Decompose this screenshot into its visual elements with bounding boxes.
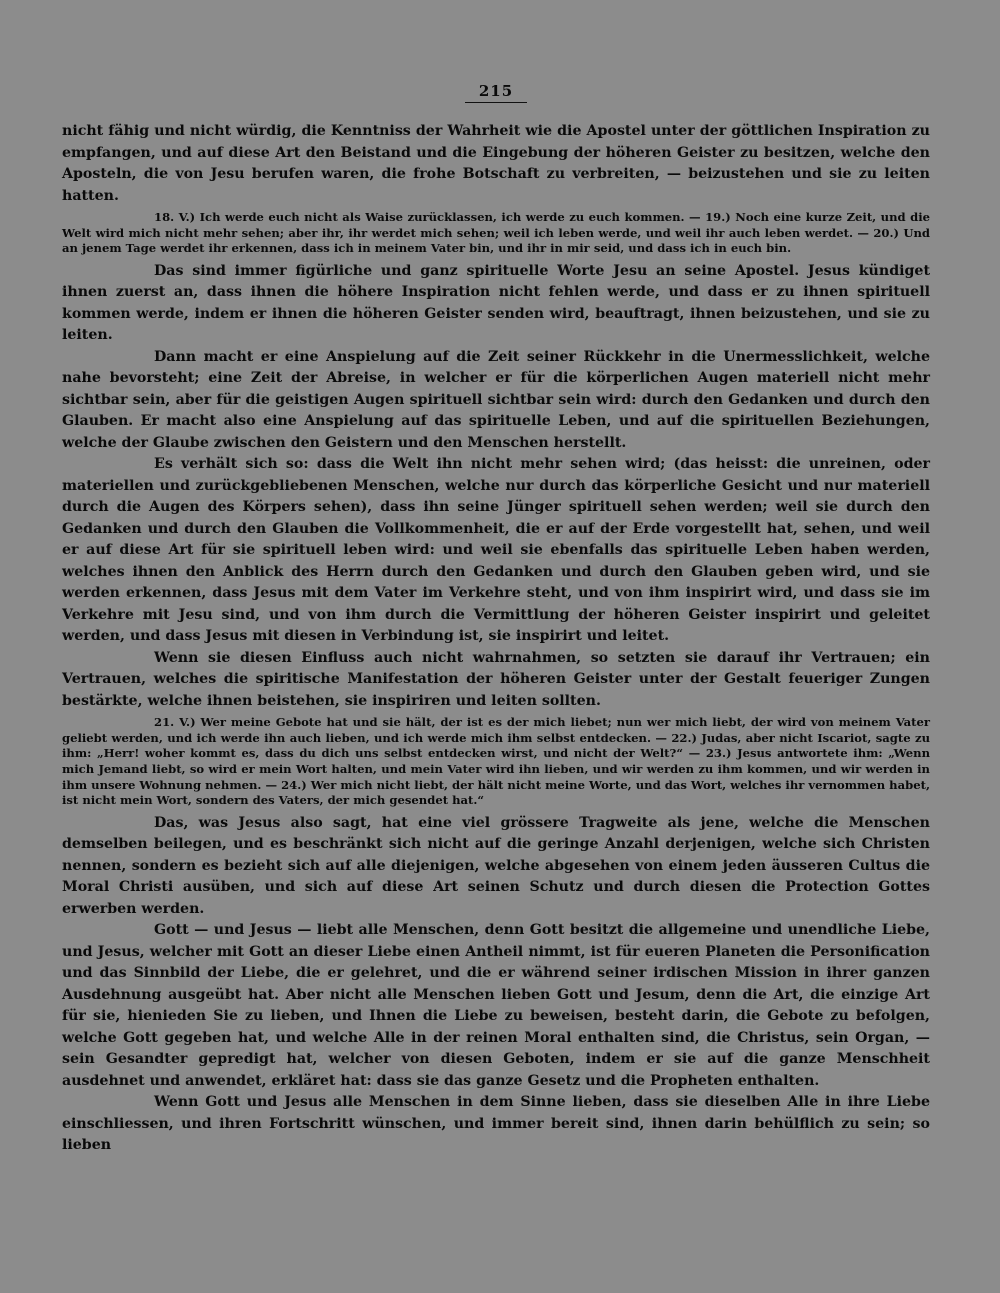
paragraph-5: Wenn sie diesen Einfluss auch nicht wahrnahmen, so setzten sie darauf ihr Vertrauen; ein Vertrauen, welches die spiritische Manifestation der höheren Geister unter der Gestalt feueriger Zungen bestärkte, welche ihnen beistehen, sie inspiriren und leiten sollten. xyxy=(62,649,930,709)
paragraph-7: Gott — und Jesus — liebt alle Menschen, denn Gott besitzt die allgemeine und unendliche Liebe, und Jesus, welcher mit Gott an dieser Liebe einen Antheil nimmt, ist für eueren Planeten die Personification und das Sinnbild der Liebe, die er gelehret, und die er während seiner irdischen Mission in ihrer ganzen Ausdehnung ausgeübt hat. Aber nicht alle Menschen lieben Gott und Jesum, denn die Art, die einzige Art für sie, hienieden Sie zu lieben, und Ihnen die Liebe zu beweisen, besteht darin, die Gebote zu befolgen, welche Gott gegeben hat, und welche Alle in der reinen Moral enthalten sind, die Christus, sein Organ, — sein Gesandter gepredigt hat, welcher von diesen Geboten, indem er sie auf die ganze Menschheit ausdehnet und anwendet, erkläret hat: dass sie das ganze Gesetz und die Propheten enthalten. xyxy=(62,922,930,1089)
page-number xyxy=(62,82,930,103)
verse-block-18-20: 18. V.) Ich werde euch nicht als Waise zurücklassen, ich werde zu euch kommen. — 19.) Noch eine kurze Zeit, und die Welt wird mich nicht mehr sehen; aber ihr, ihr werdet mich sehen; weil ich leben werde, und weil ihr auch leben werdet. — 20.) Und an jenem Tage werdet ihr erkennen, dass ich in meinem Vater bin, und ihr in mir seid, und dass ich in euch bin. xyxy=(62,210,930,256)
verse-block-21-24: 21. V.) Wer meine Gebote hat und sie hält, der ist es der mich liebet; nun wer mich liebt, der wird von meinem Vater geliebt werden, und ich werde ihn auch lieben, und ich werde mich ihm selbst entdecken. — 22.) Judas, aber nicht Iscariot, sagte zu ihm: „Herr! woher kommt es, dass du dich uns selbst entdecken wirst, und nicht der Welt?“ — 23.) Jesus antwortete ihm: „Wenn mich Jemand liebt, so wird er mein Wort halten, und mein Vater wird ihn lieben, und wir werden zu ihm kommen, und wir werden in ihm unsere Wohnung nehmen. — 24.) Wer mich nicht liebt, der hält nicht meine Worte, und das Wort, welches ihr vernommen habet, ist nicht mein Wort, sondern des Vaters, der mich gesendet hat.“ xyxy=(62,715,930,808)
paragraph-1: nicht fähig und nicht würdig, die Kenntniss der Wahrheit wie die Apostel unter der göttlichen Inspiration zu empfangen, und auf diese Art den Beistand und die Eingebung der höheren Geister zu besitzen, welche den Aposteln, die von Jesu berufen waren, die frohe Botschaft zu verbreiten, — beizustehen und sie zu leiten hatten. xyxy=(62,123,930,204)
paragraph-6: Das, was Jesus also sagt, hat eine viel grössere Tragweite als jene, welche die Menschen demselben beilegen, und es beschränkt sich nicht auf die geringe Anzahl derjenigen, welche sich Christen nennen, sondern es bezieht sich auf alle diejenigen, welche abgesehen von einem jeden äusseren Cultus die Moral Christi ausüben, und sich auf diese Art seinen Schutz und durch diesen die Protection Gottes erwerben werden. xyxy=(62,814,930,917)
paragraph-8: Wenn Gott und Jesus alle Menschen in dem Sinne lieben, dass sie dieselben Alle in ihre Liebe einschliessen, und ihren Fortschritt wünschen, und immer bereit sind, ihnen darin behülflich zu sein; so lieben xyxy=(62,1094,930,1154)
paragraph-4: Es verhält sich so: dass die Welt ihn nicht mehr sehen wird; (das heisst: die unreinen, oder materiellen und zurückgebliebenen Menschen, welche nur durch das körperliche Gesicht und nur materiell durch die Augen des Körpers sehen), dass ihn seine Jünger spirituell sehen werden; weil sie durch den Gedanken und durch den Glauben die Vollkommenheit, die er auf der Erde vorgestellt hat, sehen, und weil er auf diese Art für sie spirituell leben wird: und weil sie ebenfalls das spirituelle Leben haben werden, welches ihnen den Anblick des Herrn durch den Gedanken und durch den Glauben geben wird, und sie werden erkennen, dass Jesus mit dem Vater im Verkehre steht, und von ihm inspirirt wird, und dass sie im Verkehre mit Jesu sind, und von ihm durch die Vermittlung der höheren Geister inspirirt und geleitet werden, und dass Jesus mit diesen in Verbindung ist, sie inspirirt und leitet. xyxy=(62,456,930,645)
paragraph-3: Dann macht er eine Anspielung auf die Zeit seiner Rückkehr in die Unermesslichkeit, welche nahe bevorsteht; eine Zeit der Abreise, in welcher er für die körperlichen Augen materiell nicht mehr sichtbar sein, aber für die geistigen Augen spirituell sichtbar sein wird: durch den Gedanken und durch den Glauben. Er macht also eine Anspielung auf das spirituelle Leben, und auf die spirituellen Beziehungen, welche der Glaube zwischen den Geistern und den Menschen herstellt. xyxy=(62,348,930,451)
page-number-text: 215 xyxy=(465,82,527,103)
document-page xyxy=(62,82,930,1157)
paragraph-2: Das sind immer figürliche und ganz spirituelle Worte Jesu an seine Apostel. Jesus kündiget ihnen zuerst an, dass ihnen die höhere Inspiration nicht fehlen werde, und dass er zu ihnen spirituell kommen werde, indem er ihnen die höheren Geister senden wird, beauftragt, ihnen beizustehen, und sie zu leiten. xyxy=(62,262,930,344)
